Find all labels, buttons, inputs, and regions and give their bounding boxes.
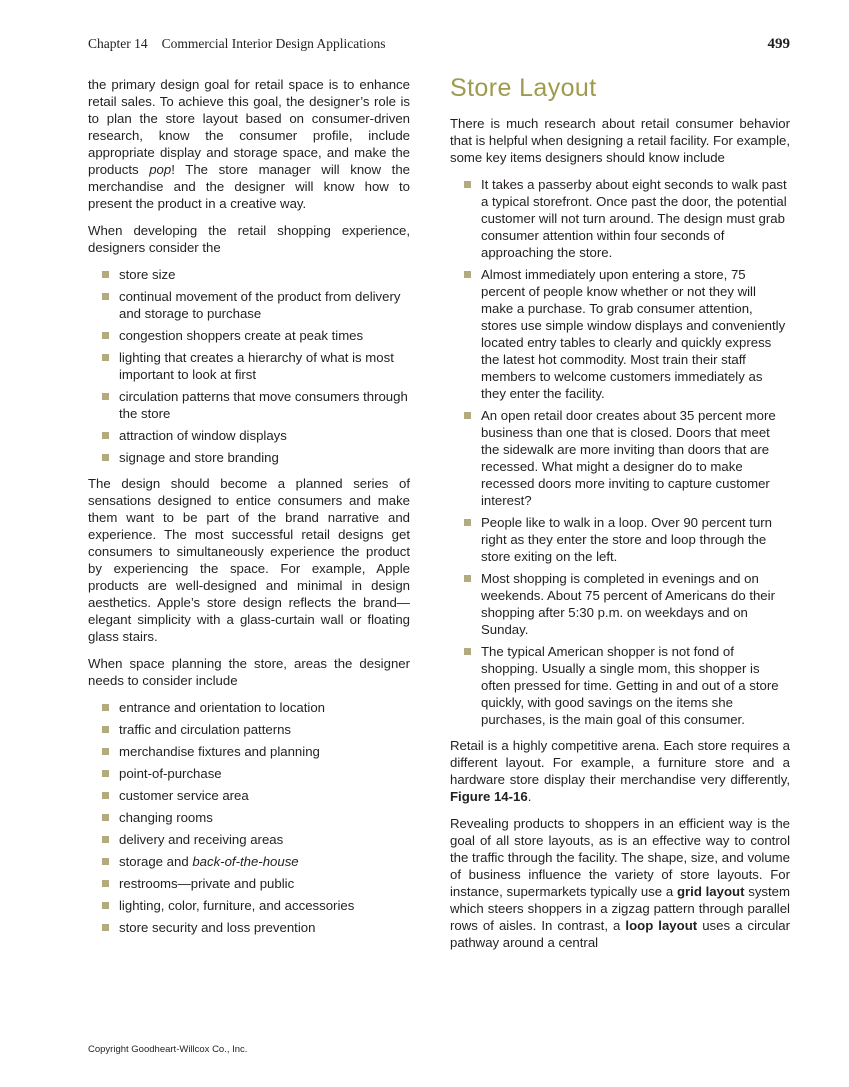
list-item [88,831,410,848]
paragraph-competitive-arena [450,737,790,805]
text-segment: Revealing products to shoppers in an efficient way is the goal of all store layouts, as is an effective way to control the traffic through the facility. The shape, size, and volume of business influence the variety of store layouts. For instance, supermarkets typically use a [450,816,790,899]
left-column [88,76,410,961]
copyright-footer: Copyright Goodheart-Willcox Co., Inc. [88,1044,248,1055]
list-item-text: store security and loss prevention [119,920,316,935]
list-item [88,809,410,826]
section-heading-store-layout: Store Layout [450,74,597,102]
list-item-text: congestion shoppers create at peak times [119,328,364,343]
list-item [450,643,790,728]
chapter-header [88,36,385,52]
square-bullet-icon [102,726,109,733]
square-bullet-icon [102,332,109,339]
square-bullet-icon [102,354,109,361]
bold-grid-layout: grid layout [676,884,745,899]
square-bullet-icon [102,792,109,799]
content-columns [88,76,790,961]
list-item-text: signage and store branding [119,450,279,465]
list-item-text: customer service area [119,788,249,803]
list-item [450,176,790,261]
paragraph-store-layout-types [450,815,790,951]
list-item [88,897,410,914]
list-item-text: restrooms—private and public [119,876,295,891]
list-item-text: continual movement of the product from delivery and storage to purchase [119,289,401,321]
list-item-text: store size [119,267,176,282]
list-item [88,721,410,738]
square-bullet-icon [102,393,109,400]
list-item [88,765,410,782]
paragraph-space-planning: When space planning the store, areas the designer needs to consider include [88,656,410,688]
text-segment: . [527,789,532,804]
list-item-text: Most shopping is completed in evenings and on weekends. About 75 percent of Americans do their shopping after 5:30 p.m. on weekdays and on Sunday. [481,571,775,637]
chapter-title: Commercial Interior Design Applications [161,36,386,51]
list-item-text: point-of-purchase [119,766,222,781]
list-item [88,919,410,936]
list-item [88,266,410,283]
paragraph-research-intro: There is much research about retail consumer behavior that is helpful when designing a retail facility. For example, some key items designers should know include [450,116,790,165]
space-planning-areas-list [88,699,410,936]
list-item [450,570,790,638]
square-bullet-icon [102,454,109,461]
list-item-text: lighting, color, furniture, and accessories [119,898,355,913]
list-item [88,699,410,716]
list-item-text: changing rooms [119,810,213,825]
list-item [88,349,410,383]
square-bullet-icon [464,575,471,582]
square-bullet-icon [102,704,109,711]
list-item-text: entrance and orientation to location [119,700,326,715]
square-bullet-icon [464,519,471,526]
italic-back-of-the-house: back-of-the-house [192,854,299,869]
square-bullet-icon [102,836,109,843]
square-bullet-icon [102,271,109,278]
square-bullet-icon [102,902,109,909]
list-item-text: traffic and circulation patterns [119,722,292,737]
list-item-text: delivery and receiving areas [119,832,284,847]
list-item-text: lighting that creates a hierarchy of what is most important to look at first [119,350,394,382]
text-segment: system which steers shoppers in a zigzag pattern through parallel rows of aisles. In contrast, a [450,884,790,933]
square-bullet-icon [464,271,471,278]
square-bullet-icon [102,293,109,300]
text-segment: the primary design goal for retail space is to enhance retail sales. To achieve this goal, the designer’s role is to plan the store layout based on consumer-driven research, know the consumer profile, include appropriate display and storage space, and make the products [88,77,410,177]
running-head [88,36,790,53]
list-item [88,875,410,892]
square-bullet-icon [102,814,109,821]
list-item-text: It takes a passerby about eight seconds to walk past a typical storefront. Once past the door, the potential customer will not turn around. The design must grab consumer attention within four seconds of approaching the store. [481,177,787,260]
square-bullet-icon [102,924,109,931]
square-bullet-icon [102,858,109,865]
list-item [88,288,410,322]
designer-considerations-list [88,266,410,466]
list-item-text [119,854,299,869]
paragraph-retail-goal [88,76,410,212]
paragraph-planned-sensations: The design should become a planned series of sensations designed to entice consumers and make them want to be part of the brand narrative and experience. The most successful retail designs get consumers to simultaneously experience the product by experiencing the space. For example, Apple products are well-designed and minimal in design aesthetics. Apple’s store design reflects the brand—elegant simplicity with a glass-curtain wall or floating glass stairs. [88,476,410,644]
list-item [88,427,410,444]
list-item-text: The typical American shopper is not fond of shopping. Usually a single mom, this shopper is often pressed for time. Getting in and out of a store quickly, with good savings on the items she purchases, is the main goal of this consumer. [481,644,779,727]
square-bullet-icon [102,748,109,755]
square-bullet-icon [464,648,471,655]
list-item-text: An open retail door creates about 35 percent more business than one that is closed. Doors that meet the sidewalk are more inviting than doors that are recessed. What might a designer do to make recessed doors more inviting to capture customer interest? [481,408,776,508]
list-item [450,266,790,402]
list-item [450,407,790,509]
list-item-text: circulation patterns that move consumers through the store [119,389,408,421]
text-segment: storage and [119,854,193,869]
italic-pop: pop [149,162,172,177]
bold-figure-ref: Figure 14-16 [450,789,528,804]
paragraph-developing-experience: When developing the retail shopping experience, designers consider the [88,223,410,255]
square-bullet-icon [464,412,471,419]
text-segment: uses a circular pathway around a central [450,918,790,950]
square-bullet-icon [102,880,109,887]
text-segment: ! The store manager will know the merchandise and the designer will know how to present the product in a creative way. [88,162,410,211]
consumer-behavior-list [450,176,790,728]
page-number: 499 [767,36,790,52]
list-item [88,327,410,344]
list-item [88,388,410,422]
chapter-label: Chapter 14 [88,36,148,51]
square-bullet-icon [102,432,109,439]
list-item [88,787,410,804]
list-item [88,853,410,870]
list-item-text: merchandise fixtures and planning [119,744,320,759]
list-item [450,514,790,565]
square-bullet-icon [464,181,471,188]
square-bullet-icon [102,770,109,777]
text-segment: Retail is a highly competitive arena. Each store requires a different layout. For example, a furniture store and a hardware store display their merchandise very differently, [450,738,790,787]
list-item [88,449,410,466]
list-item-text: Almost immediately upon entering a store, 75 percent of people know whether or not they will make a purchase. To grab consumer attention, stores use simple window displays and conveniently located entry tables to clearly and quickly express the latest hot commodity. Most train their staff members to welcome customers immediately as they enter the facility. [481,267,786,401]
list-item-text: attraction of window displays [119,428,287,443]
bold-loop-layout: loop layout [625,918,698,933]
list-item-text: People like to walk in a loop. Over 90 percent turn right as they enter the store and loop through the store exiting on the left. [481,515,773,564]
right-column [450,76,790,961]
list-item [88,743,410,760]
